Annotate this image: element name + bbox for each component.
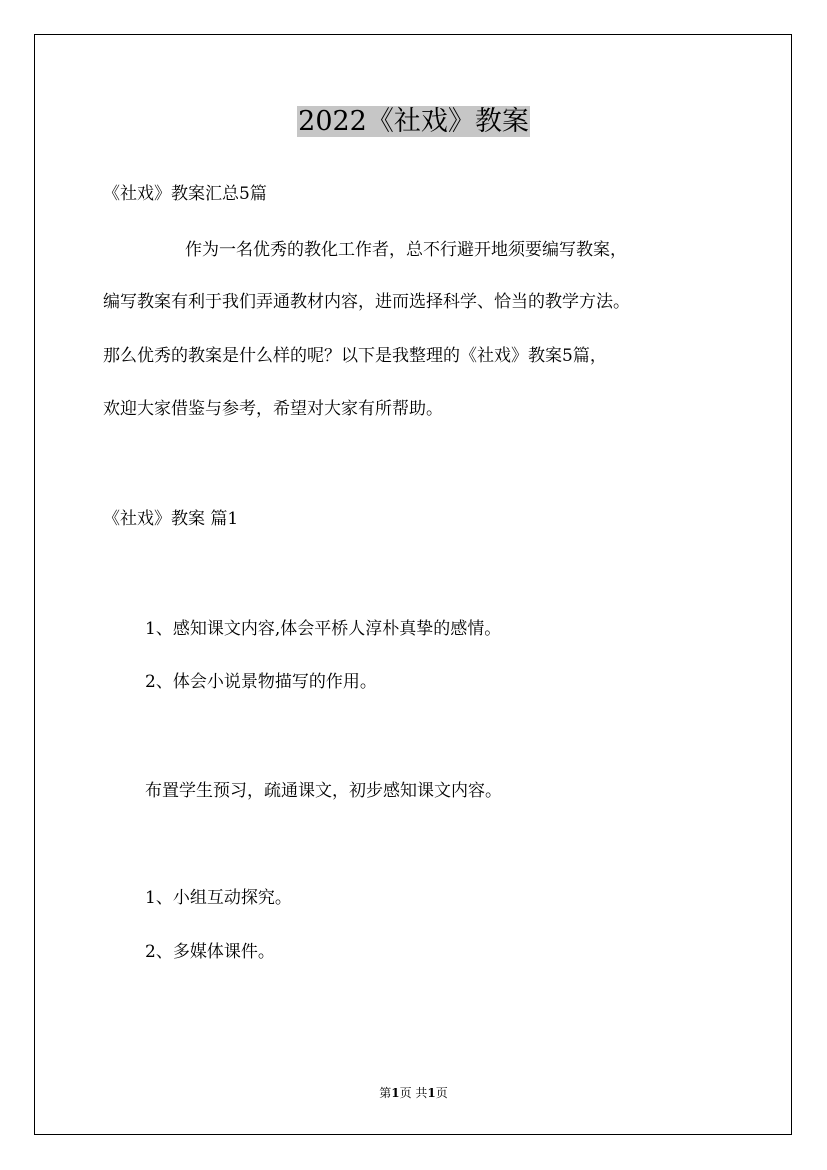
method-item-2: 2、多媒体课件。 xyxy=(145,942,275,962)
footer-total-pages: 1 xyxy=(427,1086,436,1100)
footer-mid: 页 共 xyxy=(399,1086,428,1100)
intro-line-1: 作为一名优秀的教化工作者，总不行避开地须要编写教案， xyxy=(185,240,627,260)
footer-suffix: 页 xyxy=(435,1086,448,1100)
intro-line-3: 那么优秀的教案是什么样的呢？以下是我整理的《社戏》教案5篇， xyxy=(103,346,607,366)
intro-line-2: 编写教案有利于我们弄通教材内容，进而选择科学、恰当的教学方法。 xyxy=(103,292,630,312)
document-title-text: 2022《社戏》教案 xyxy=(298,106,529,137)
footer-prefix: 第 xyxy=(379,1086,392,1100)
method-item-1: 1、小组互动探究。 xyxy=(145,888,292,908)
preparation-text: 布置学生预习，疏通课文，初步感知课文内容。 xyxy=(145,781,502,801)
document-title xyxy=(0,103,827,141)
intro-line-4: 欢迎大家借鉴与参考，希望对大家有所帮助。 xyxy=(103,399,443,419)
document-subtitle: 《社戏》教案汇总5篇 xyxy=(103,184,267,204)
page-footer xyxy=(0,1084,827,1101)
section-heading: 《社戏》教案 篇1 xyxy=(103,509,239,529)
goal-item-1: 1、感知课文内容,体会平桥人淳朴真挚的感情。 xyxy=(145,619,502,639)
goal-item-2: 2、体会小说景物描写的作用。 xyxy=(145,672,377,692)
footer-page-number: 1 xyxy=(391,1086,400,1100)
